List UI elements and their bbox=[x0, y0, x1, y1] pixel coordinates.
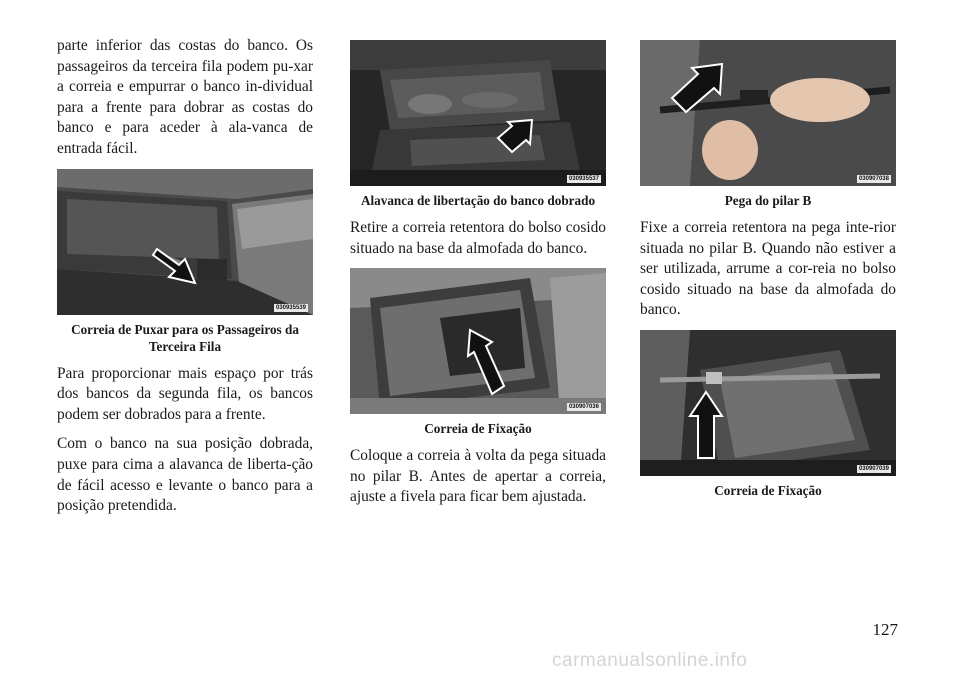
figure-b-pillar-handle bbox=[640, 40, 896, 186]
paragraph: Retire a correia retentora do bolso cosido situado na base da almofada do banco. bbox=[350, 219, 606, 257]
page-number: 127 bbox=[872, 620, 898, 639]
figure-caption: Correia de Fixação bbox=[714, 482, 822, 498]
figure-id: 030907036 bbox=[568, 404, 599, 411]
photo-b-pillar-handle bbox=[640, 40, 896, 186]
figure-id: 030935539 bbox=[275, 304, 306, 311]
paragraph: Fixe a correia retentora na pega inte-rior situada no pilar B. Quando não estiver a ser utilizada, arrume a cor-reia no bolso cosido situado na base da almofada do banco. bbox=[640, 219, 896, 319]
photo-seat-back-strap bbox=[57, 169, 313, 315]
paragraph: Coloque a correia à volta da pega situada no pilar B. Antes de apertar a correia, ajuste a fivela para ficar bem ajustada. bbox=[350, 447, 606, 506]
paragraph: Com o banco na sua posição dobrada, puxe para cima a alavanca de liberta-ção de fácil acesso e levante o banco para a posição pretendida. bbox=[57, 435, 313, 515]
figure-id: 030907038 bbox=[858, 176, 889, 182]
figure-caption: Correia de Puxar para os Passageiros da Terceira Fila bbox=[71, 321, 299, 354]
column-3 bbox=[640, 40, 896, 508]
photo-seat-strap bbox=[350, 268, 606, 414]
figure-id: 030935537 bbox=[568, 176, 599, 182]
column-2 bbox=[350, 40, 606, 517]
figure-id: 030907039 bbox=[858, 465, 889, 472]
figure-caption: Alavanca de libertação do banco dobrado bbox=[360, 193, 596, 208]
figure-strap-installed bbox=[640, 330, 896, 476]
column-1 bbox=[57, 36, 313, 526]
figure-release-lever bbox=[350, 40, 606, 186]
figure-caption: Pega do pilar B bbox=[724, 193, 812, 208]
figure-retaining-strap bbox=[350, 268, 606, 414]
photo-strap-installed bbox=[640, 330, 896, 476]
figure-third-row-pull-strap bbox=[57, 169, 313, 315]
photo-folded-seat-lever bbox=[350, 40, 606, 186]
watermark: carmanualsonline.info bbox=[552, 650, 748, 671]
figure-caption: Correia de Fixação bbox=[424, 421, 532, 437]
paragraph: parte inferior das costas do banco. Os passageiros da terceira fila podem pu-xar a correia e empurrar o banco in-dividual para a frente para dobrar as costas do banco e para aceder à ala-vanca de entrada fácil. bbox=[57, 37, 313, 157]
paragraph: Para proporcionar mais espaço por trás dos bancos da segunda fila, os bancos podem ser dobrados para a frente. bbox=[57, 364, 313, 423]
